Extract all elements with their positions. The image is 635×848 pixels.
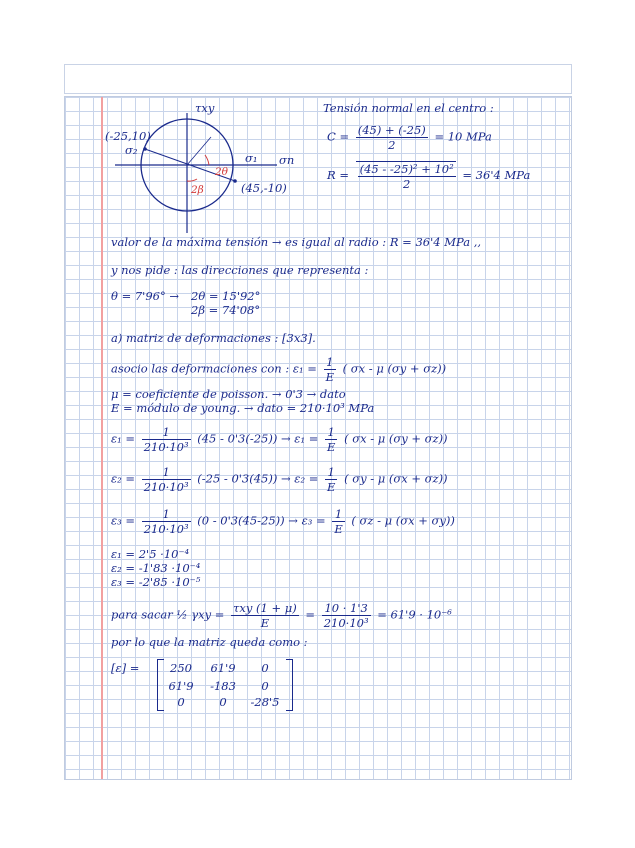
matrix-cell: -183 <box>210 679 236 693</box>
line-mu-def: μ = coeficiente de poisson. → 0'3 → dato <box>111 387 346 401</box>
line-two-theta-value: 2θ = 15'92° <box>191 289 261 303</box>
radius-line <box>187 137 211 165</box>
two-theta-arc <box>205 155 209 165</box>
line-r-formula: R = $\frac{\text{(45 - -25)² + 10²}}{2}$ = 36'4 MPa <box>327 162 531 191</box>
line-epsilon1: ε₁ = $\frac{1}{\text{210·10³}}$ (45 - 0'3(-25)) → ε₁ = $\frac{1}{E}$ ( σx - μ (σy + σz)) <box>111 425 448 454</box>
matrix-cell: 250 <box>170 661 192 675</box>
strain-matrix <box>157 655 293 713</box>
line-valor-maxima: valor de la máxima tensión → es igual al radio : R = 36'4 MPa ,, <box>111 235 482 249</box>
two-beta-arc <box>187 179 197 181</box>
line-two-beta-value: 2β = 74'08° <box>191 303 261 317</box>
point-marker-a <box>143 147 147 151</box>
matrix-bracket-right <box>286 659 293 711</box>
line-theta: θ = 7'96° → <box>111 289 180 303</box>
line-epsilon3: ε₃ = $\frac{1}{\text{210·10³}}$ (0 - 0'3(45-25)) → ε₃ = $\frac{1}{E}$ ( σz - μ (σx + σy)) <box>111 507 455 536</box>
matrix-cell: 0 <box>261 661 269 675</box>
line-E-def: E = módulo de young. → dato = 210·10³ MPa <box>111 401 375 415</box>
matrix-cell: 61'9 <box>210 661 236 675</box>
matrix-cell: 0 <box>219 695 227 709</box>
header-strip <box>64 64 572 94</box>
result-epsilon1: ε₁ = 2'5 ·10⁻⁴ <box>111 547 190 561</box>
line-por-lo-que: por lo que la matriz queda como : <box>111 635 308 649</box>
graph-paper-sheet <box>64 96 572 780</box>
sigma1-label: σ₁ <box>245 151 258 165</box>
line-para-sacar: para sacar ½ γxy = $\frac{\text{τxy (1 + μ)}}{E}$ = $\frac{10 \cdot 1'3}{\text{210·10³}}$ = 61'9 · 10⁻⁶ <box>111 601 452 630</box>
two-beta-label: 2β <box>191 184 204 196</box>
line-asocio: asocio las deformaciones con : ε₁ = $\frac{1}{E}$ ( σx - μ (σy + σz)) <box>111 355 447 384</box>
matrix-cell: 0 <box>177 695 185 709</box>
line-c-formula: C = $\frac{(45) + (-25)}{2}$ = 10 MPa <box>327 123 492 152</box>
result-epsilon2: ε₂ = -1'83 ·10⁻⁴ <box>111 561 201 575</box>
tau-axis-label: τxy <box>195 101 215 115</box>
matrix-cell: 0 <box>261 679 269 693</box>
two-theta-label: 2θ <box>215 166 229 178</box>
matrix-cell: 61'9 <box>168 679 194 693</box>
point-a-label: (-25,10) <box>105 129 151 143</box>
matrix-cell: -28'5 <box>250 695 280 709</box>
point-marker-b <box>233 179 237 183</box>
line-matriz-heading: a) matriz de deformaciones : [3x3]. <box>111 331 316 345</box>
line-tension-centro: Tensión normal en el centro : <box>323 101 494 115</box>
result-epsilon3: ε₃ = -2'85 ·10⁻⁵ <box>111 575 201 589</box>
line-epsilon2: ε₂ = $\frac{1}{\text{210·10³}}$ (-25 - 0'3(45)) → ε₂ = $\frac{1}{E}$ ( σy - μ (σx + σz)) <box>111 465 448 494</box>
sigma2-label: σ₂ <box>125 143 138 157</box>
line-nos-pide: y nos pide : las direcciones que representa : <box>111 263 369 277</box>
matrix-lhs: [ε] = <box>111 661 140 675</box>
sigma-axis-label: σn <box>279 153 295 167</box>
point-b-label: (45,-10) <box>241 181 287 195</box>
